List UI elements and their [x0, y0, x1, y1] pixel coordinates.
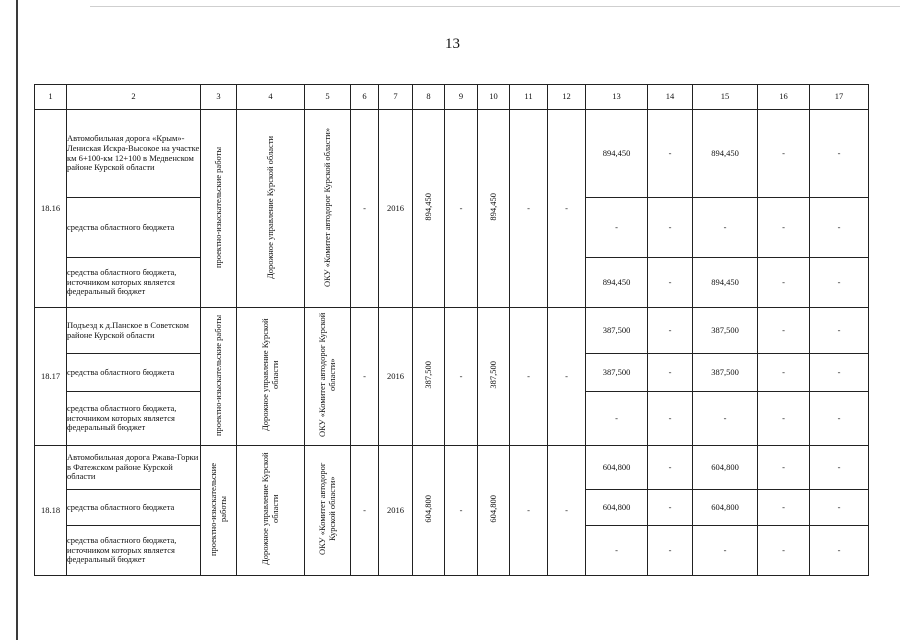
column-header-10: 10	[478, 85, 510, 110]
estimated-cost: 894,450	[487, 193, 498, 221]
value-c9: -	[445, 308, 478, 446]
column-header-15: 15	[693, 85, 758, 110]
table-row	[35, 446, 869, 490]
amount-c14: -	[648, 354, 693, 392]
amount-c15: 387,500	[693, 308, 758, 354]
amount-c17: -	[810, 110, 869, 198]
amount-c17: -	[810, 198, 869, 258]
work-type: проектно-изыскательские работы	[207, 462, 228, 556]
column-header-17: 17	[810, 85, 869, 110]
value-c12: -	[548, 446, 586, 576]
amount-c16: -	[758, 392, 810, 446]
table-body	[35, 85, 869, 576]
amount-c17: -	[810, 490, 869, 526]
object-name: Автомобильная дорога Ржава-Горки в Фатежском районе Курской области	[67, 446, 201, 490]
value-c6: -	[351, 308, 379, 446]
column-header-7: 7	[379, 85, 413, 110]
object-name: Автомобильная дорога «Крым»-Лениская Искра-Высокое на участке км 6+100-км 12+100 в Медвенском районе Курской области	[67, 110, 201, 198]
amount-c14: -	[648, 308, 693, 354]
amount-c13: 894,450	[586, 258, 648, 308]
contractor: ОКУ «Комитет автодорог Курской области»	[316, 312, 337, 438]
estimated-cost-cell	[478, 308, 510, 446]
work-type-cell	[201, 308, 237, 446]
amount-c16: -	[758, 446, 810, 490]
scan-edge-left	[16, 0, 18, 640]
row-number: 18.17	[35, 308, 67, 446]
amount-c17: -	[810, 258, 869, 308]
funding-source: средства областного бюджета	[67, 354, 201, 392]
column-header-11: 11	[510, 85, 548, 110]
amount-c13: 604,800	[586, 490, 648, 526]
row-number: 18.18	[35, 446, 67, 576]
funding-source: средства областного бюджета	[67, 198, 201, 258]
amount-c13: -	[586, 392, 648, 446]
work-type: проектно-изыскательские работы	[212, 146, 223, 268]
value-c9: -	[445, 446, 478, 576]
column-header-12: 12	[548, 85, 586, 110]
amount-c14: -	[648, 526, 693, 576]
amount-c15: -	[693, 392, 758, 446]
value-c6: -	[351, 446, 379, 576]
amount-c17: -	[810, 392, 869, 446]
estimated-cost: 604,800	[487, 495, 498, 523]
total-cost: 604,800	[422, 495, 433, 523]
amount-c17: -	[810, 446, 869, 490]
amount-c14: -	[648, 446, 693, 490]
customer: Дорожное управление Курской области	[259, 318, 280, 432]
amount-c16: -	[758, 354, 810, 392]
value-c7: 2016	[379, 446, 413, 576]
value-c12: -	[548, 308, 586, 446]
value-c11: -	[510, 110, 548, 308]
contractor-cell	[305, 110, 351, 308]
estimated-cost: 387,500	[487, 361, 498, 389]
column-header-14: 14	[648, 85, 693, 110]
funding-source: средства областного бюджета, источником которых является федеральный бюджет	[67, 258, 201, 308]
column-header-8: 8	[413, 85, 445, 110]
amount-c13: -	[586, 526, 648, 576]
column-header-3: 3	[201, 85, 237, 110]
customer-cell	[237, 446, 305, 576]
amount-c13: 387,500	[586, 354, 648, 392]
amount-c14: -	[648, 198, 693, 258]
object-name: Подъезд к д.Панское в Советском районе Курской области	[67, 308, 201, 354]
amount-c15: 604,800	[693, 490, 758, 526]
funding-source: средства областного бюджета, источником которых является федеральный бюджет	[67, 392, 201, 446]
header-row	[35, 85, 869, 110]
amount-c16: -	[758, 110, 810, 198]
work-type-cell	[201, 110, 237, 308]
contractor: ОКУ «Комитет автодорог Курской области»	[321, 127, 332, 287]
contractor: ОКУ «Комитет автодорог Курской области»	[316, 462, 337, 556]
amount-c15: 387,500	[693, 354, 758, 392]
column-header-1: 1	[35, 85, 67, 110]
amount-c16: -	[758, 526, 810, 576]
value-c6: -	[351, 110, 379, 308]
total-cost-cell	[413, 308, 445, 446]
amount-c17: -	[810, 308, 869, 354]
amount-c14: -	[648, 490, 693, 526]
row-number: 18.16	[35, 110, 67, 308]
customer: Дорожное управление Курской области	[259, 452, 280, 566]
funding-source: средства областного бюджета	[67, 490, 201, 526]
scan-edge-top	[90, 6, 900, 7]
amount-c14: -	[648, 258, 693, 308]
amount-c13: 604,800	[586, 446, 648, 490]
contractor-cell	[305, 308, 351, 446]
column-header-16: 16	[758, 85, 810, 110]
amount-c14: -	[648, 392, 693, 446]
column-header-9: 9	[445, 85, 478, 110]
value-c7: 2016	[379, 308, 413, 446]
amount-c17: -	[810, 526, 869, 576]
column-header-13: 13	[586, 85, 648, 110]
work-type-cell	[201, 446, 237, 576]
total-cost: 894,450	[422, 193, 433, 221]
amount-c16: -	[758, 198, 810, 258]
amount-c15: -	[693, 198, 758, 258]
amount-c15: 604,800	[693, 446, 758, 490]
total-cost-cell	[413, 446, 445, 576]
value-c12: -	[548, 110, 586, 308]
table-row	[35, 110, 869, 198]
value-c11: -	[510, 308, 548, 446]
amount-c14: -	[648, 110, 693, 198]
amount-c17: -	[810, 354, 869, 392]
funding-source: средства областного бюджета, источником которых является федеральный бюджет	[67, 526, 201, 576]
total-cost-cell	[413, 110, 445, 308]
customer: Дорожное управление Курской области	[264, 135, 275, 279]
budget-table	[34, 84, 869, 576]
amount-c16: -	[758, 258, 810, 308]
total-cost: 387,500	[422, 361, 433, 389]
column-header-5: 5	[305, 85, 351, 110]
column-header-6: 6	[351, 85, 379, 110]
column-header-2: 2	[67, 85, 201, 110]
estimated-cost-cell	[478, 110, 510, 308]
page-number: 13	[445, 36, 460, 52]
contractor-cell	[305, 446, 351, 576]
table-row	[35, 308, 869, 354]
amount-c15: 894,450	[693, 110, 758, 198]
column-header-4: 4	[237, 85, 305, 110]
amount-c15: -	[693, 526, 758, 576]
amount-c16: -	[758, 490, 810, 526]
value-c7: 2016	[379, 110, 413, 308]
amount-c13: 894,450	[586, 110, 648, 198]
amount-c15: 894,450	[693, 258, 758, 308]
amount-c13: 387,500	[586, 308, 648, 354]
value-c9: -	[445, 110, 478, 308]
customer-cell	[237, 110, 305, 308]
amount-c16: -	[758, 308, 810, 354]
value-c11: -	[510, 446, 548, 576]
estimated-cost-cell	[478, 446, 510, 576]
amount-c13: -	[586, 198, 648, 258]
customer-cell	[237, 308, 305, 446]
work-type: проектно-изыскательские работы	[212, 314, 223, 436]
